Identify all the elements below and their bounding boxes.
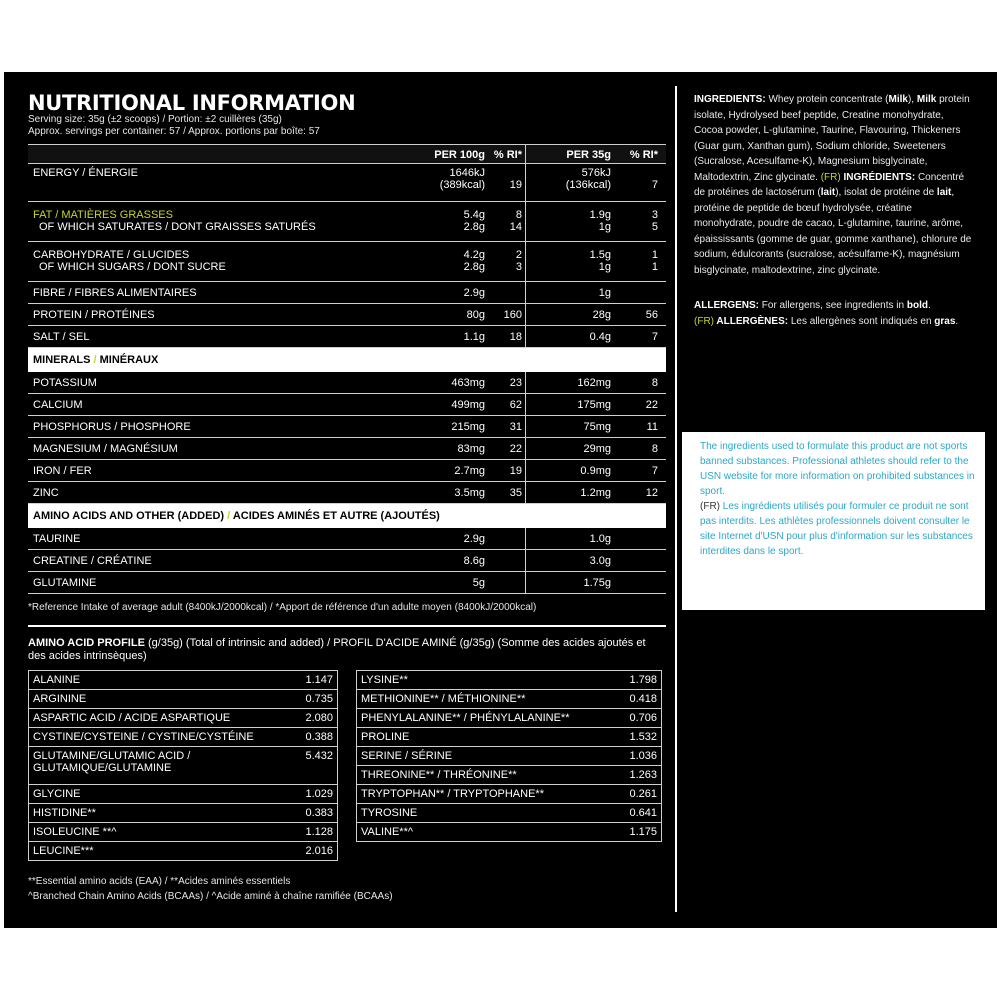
col-per100: PER 100g bbox=[434, 149, 485, 161]
table-row: ALANINE 1.147 bbox=[29, 671, 337, 690]
table-row: LEUCINE*** 2.016 bbox=[29, 842, 337, 861]
col-ri100: % RI* bbox=[488, 145, 526, 163]
amino-profile-left bbox=[28, 670, 338, 861]
table-header bbox=[28, 144, 666, 164]
footnote-bcaa: ^Branched Chain Amino Acids (BCAAs) / ^Acide aminé à chaîne ramifiée (BCAAs) bbox=[28, 891, 393, 902]
col-ri35: % RI* bbox=[629, 149, 658, 161]
table-row: CALCIUM 499mg 62 175mg 22 bbox=[28, 394, 666, 416]
footnotes bbox=[28, 874, 666, 904]
amino-profile-tables bbox=[28, 670, 666, 860]
table-row: HISTIDINE** 0.383 bbox=[29, 804, 337, 823]
table-row: PHENYLALANINE** / PHÉNYLALANINE** 0.706 bbox=[357, 709, 661, 728]
table-row: FIBRE / FIBRES ALIMENTAIRES 2.9g 1g bbox=[28, 282, 666, 304]
table-row: PHOSPHORUS / PHOSPHORE 215mg 31 75mg 11 bbox=[28, 416, 666, 438]
ingredients-text: INGREDIENTS: Whey protein concentrate (Milk), Milk protein isolate, Hydrolysed beef peptide, Creatine monohydrate, Cocoa powder, L-glutamine, Taurine, Flavouring, Thickeners (Guar gum, Xanthan gum), Sodium chloride, Sweeteners (Sucralose, Acesulfame-K), Magnesium bisglycinate, Maltodextrin, Zinc glycinate. (FR) INGRÉDIENTS: Concentré de protéines de lactosérum (lait), isolat de protéine de lait, protéine de peptide de bœuf hydrolysée, créatine monohydrate, poudre de cacao, L-glutamine, taurine, arôme, épaississants (gomme de guar, gomme xanthane), chlorure de sodium, édulcorants (sucralose, acésulfame-K), magnésium bisglycinate, maltodextrine, zinc glycinate. bbox=[694, 94, 972, 276]
table-row: ISOLEUCINE **^ 1.128 bbox=[29, 823, 337, 842]
table-row: TRYPTOPHAN** / TRYPTOPHANE** 0.261 bbox=[357, 785, 661, 804]
column-divider bbox=[675, 86, 677, 912]
table-row: GLUTAMINE 5g 1.75g bbox=[28, 572, 666, 594]
banned-substances-notice: The ingredients used to formulate this product are not sports banned substances. Professional athletes should refer to the USN website for more information on prohibited substances in sport. (FR) Les ingrédients utilisés pour formuler ce produit ne sont pas interdits. Les athlètes professionnels doivent consulter le site Internet d'USN pour plus d'information sur les substances interdites dans le sport. bbox=[682, 432, 985, 610]
table-row: SALT / SEL 1.1g 18 0.4g 7 bbox=[28, 326, 666, 348]
table-row: IRON / FER 2.7mg 19 0.9mg 7 bbox=[28, 460, 666, 482]
table-row: FAT / MATIÈRES GRASSES OF WHICH SATURATES / DONT GRAISSES SATURÉS 5.4g 2.8g 8 14 1.9g 1g 3 5 bbox=[28, 202, 666, 242]
servings-per-container: Approx. servings per container: 57 / Approx. portions par boîte: 57 bbox=[28, 126, 320, 137]
table-row: GLYCINE 1.029 bbox=[29, 785, 337, 804]
ingredients-column bbox=[694, 92, 974, 329]
table-row: ENERGY / ÉNERGIE 1646kJ (389kcal) 19 576kJ (136kcal) 7 bbox=[28, 164, 666, 202]
table-row: MAGNESIUM / MAGNÉSIUM 83mg 22 29mg 8 bbox=[28, 438, 666, 460]
footnote-eaa: **Essential amino acids (EAA) / **Acides aminés essentiels bbox=[28, 876, 291, 887]
table-row: ASPARTIC ACID / ACIDE ASPARTIQUE 2.080 bbox=[29, 709, 337, 728]
table-row: CREATINE / CRÉATINE 8.6g 3.0g bbox=[28, 550, 666, 572]
table-row: VALINE**^ 1.175 bbox=[357, 823, 661, 842]
table-row: LYSINE** 1.798 bbox=[357, 671, 661, 690]
table-row: TAURINE 2.9g 1.0g bbox=[28, 528, 666, 550]
nutrition-label-panel bbox=[4, 72, 997, 928]
table-row: POTASSIUM 463mg 23 162mg 8 bbox=[28, 372, 666, 394]
amino-profile-right bbox=[356, 670, 662, 842]
table-row: PROTEIN / PROTÉINES 80g 160 28g 56 bbox=[28, 304, 666, 326]
divider bbox=[28, 625, 666, 627]
table-row: CARBOHYDRATE / GLUCIDES OF WHICH SUGARS / DONT SUCRE 4.2g 2.8g 2 3 1.5g 1g 1 1 bbox=[28, 242, 666, 282]
table-row: METHIONINE** / MÉTHIONINE** 0.418 bbox=[357, 690, 661, 709]
reference-intake-note: *Reference Intake of average adult (8400kJ/2000kcal) / *Apport de référence d'un adulte moyen (8400kJ/2000kcal) bbox=[28, 602, 537, 613]
allergens-text: ALLERGENS: For allergens, see ingredients in bold. (FR) ALLERGÈNES: Les allergènes sont indiqués en gras. bbox=[694, 300, 959, 327]
table-row: ZINC 3.5mg 35 1.2mg 12 bbox=[28, 482, 666, 504]
page-title: NUTRITIONAL INFORMATION bbox=[28, 91, 356, 115]
table-row: THREONINE** / THRÉONINE** 1.263 bbox=[357, 766, 661, 785]
amino-profile-title: AMINO ACID PROFILE (g/35g) (Total of intrinsic and added) / PROFIL D'ACIDE AMINÉ (g/35g) (Somme des acides ajoutés et des acides intrinsèques) bbox=[28, 637, 646, 662]
table-row: SERINE / SÉRINE 1.036 bbox=[357, 747, 661, 766]
table-row: ARGININE 0.735 bbox=[29, 690, 337, 709]
table-row: CYSTINE/CYSTEINE / CYSTINE/CYSTÉINE 0.388 bbox=[29, 728, 337, 747]
col-per35: PER 35g bbox=[566, 149, 611, 161]
minerals-heading: MINERALS / MINÉRAUX bbox=[28, 348, 666, 372]
amino-acids-heading: AMINO ACIDS AND OTHER (ADDED) / ACIDES AMINÉS ET AUTRE (AJOUTÉS) bbox=[28, 504, 666, 528]
table-row: TYROSINE 0.641 bbox=[357, 804, 661, 823]
table-row: PROLINE 1.532 bbox=[357, 728, 661, 747]
serving-size: Serving size: 35g (±2 scoops) / Portion: ±2 cuillères (35g) bbox=[28, 114, 282, 125]
nutrition-facts-column bbox=[28, 92, 666, 904]
table-row: GLUTAMINE/GLUTAMIC ACID / GLUTAMIQUE/GLUTAMINE 5.432 bbox=[29, 747, 337, 785]
